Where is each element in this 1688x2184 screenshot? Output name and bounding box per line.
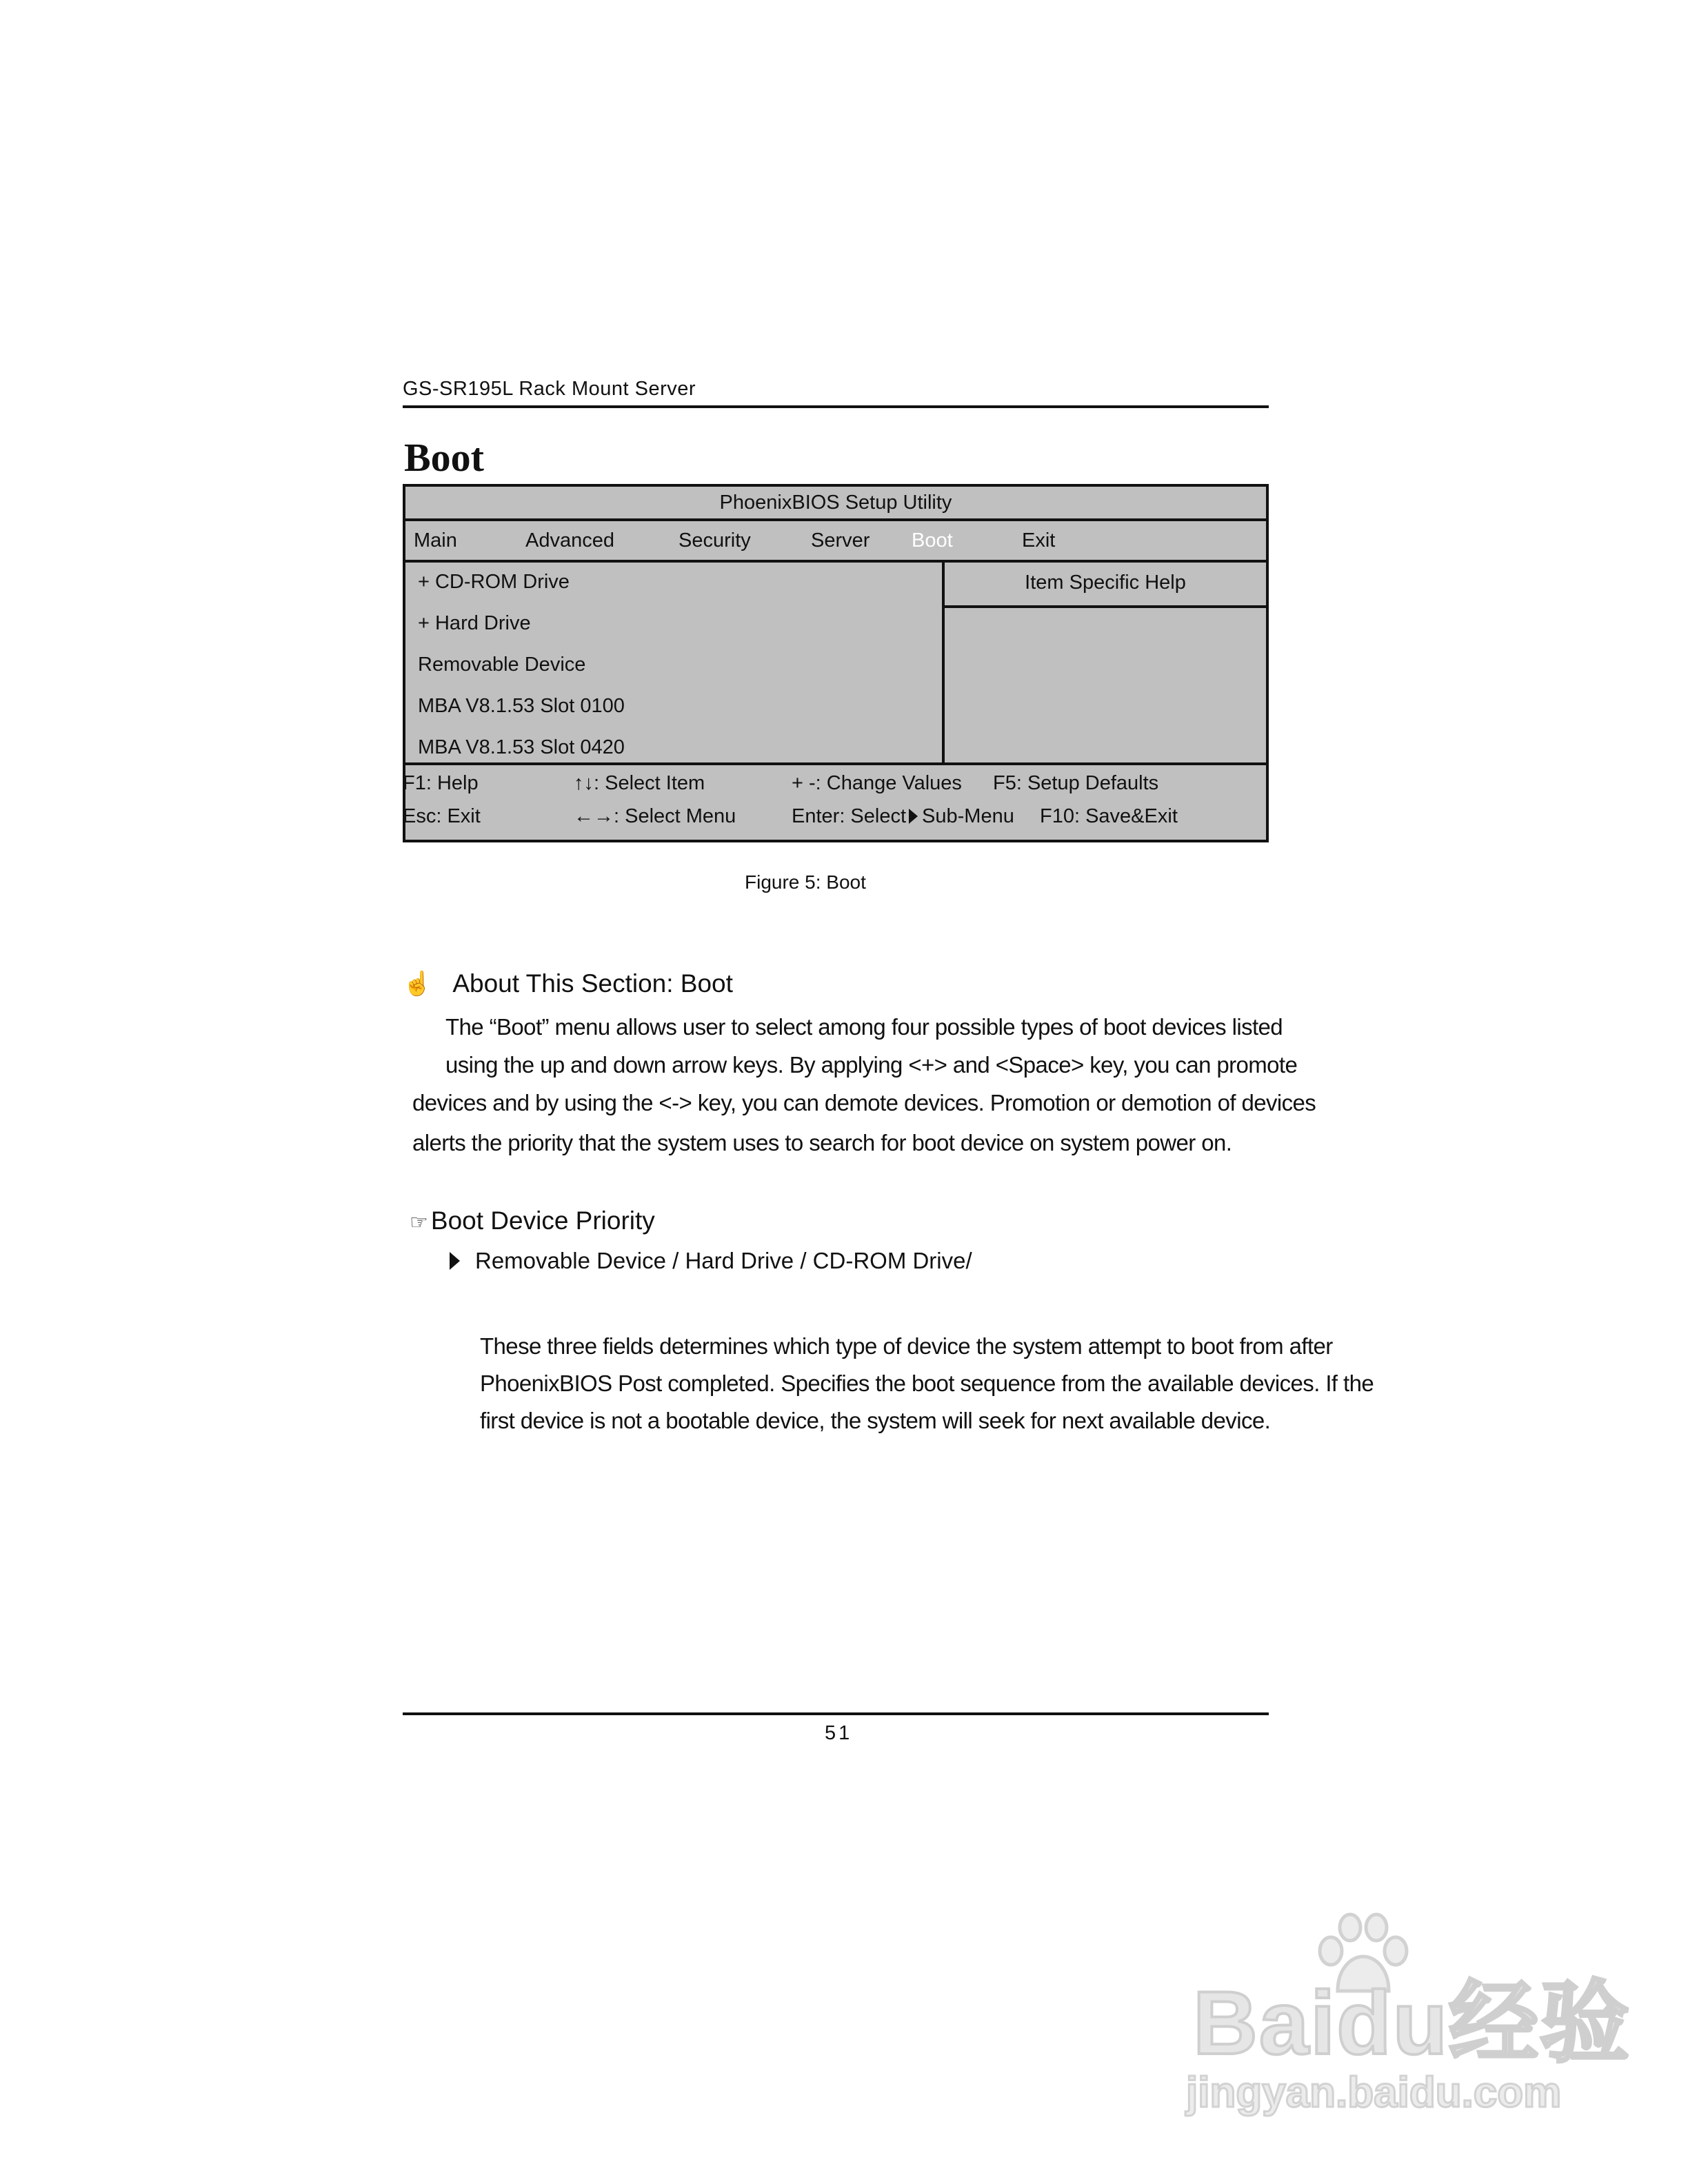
figure-caption: Figure 5: Boot <box>745 871 866 893</box>
about-line-4: alerts the priority that the system uses to search for boot device on system power on. <box>412 1130 1232 1155</box>
priority-line-2: PhoenixBIOS Post completed. Specifies the boot sequence from the available devices. If the <box>480 1371 1374 1396</box>
baidu-watermark <box>1172 1910 1631 2137</box>
menu-boot[interactable]: Boot <box>912 529 953 552</box>
key-select-menu: ←→: Select Menu <box>574 805 736 827</box>
boot-item-hard-drive[interactable]: + Hard Drive <box>418 612 531 634</box>
priority-item <box>450 1248 972 1274</box>
bios-title: PhoenixBIOS Setup Utility <box>405 487 1266 521</box>
menu-main[interactable]: Main <box>414 529 457 552</box>
boot-item-mba-0100[interactable]: MBA V8.1.53 Slot 0100 <box>418 695 625 717</box>
priority-line-1: These three fields determines which type of device the system attempt to boot from after <box>480 1333 1333 1359</box>
menu-advanced[interactable]: Advanced <box>525 529 614 552</box>
about-line-1: The “Boot” menu allows user to select among four possible types of boot devices listed <box>445 1014 1283 1040</box>
bios-menubar <box>405 521 1266 563</box>
boot-item-mba-0420[interactable]: MBA V8.1.53 Slot 0420 <box>418 736 625 758</box>
key-f1-help: F1: Help <box>403 772 479 794</box>
about-line-3: devices and by using the <-> key, you can demote devices. Promotion or demotion of devices <box>412 1090 1316 1115</box>
boot-item-removable[interactable]: Removable Device <box>418 654 586 676</box>
boot-item-cdrom[interactable]: + CD-ROM Drive <box>418 571 570 593</box>
menu-security[interactable]: Security <box>679 529 751 552</box>
item-specific-help-title: Item Specific Help <box>945 563 1266 608</box>
key-enter-select <box>792 805 1014 828</box>
key-f5-defaults: F5: Setup Defaults <box>993 772 1159 794</box>
key-esc-exit: Esc: Exit <box>403 805 481 827</box>
pointing-hand-icon: ☝ <box>403 971 432 997</box>
footer-rule <box>403 1712 1269 1715</box>
bios-screen <box>403 484 1269 842</box>
menu-server[interactable]: Server <box>811 529 870 552</box>
watermark-url: jingyan.baidu.com <box>1186 2069 1562 2116</box>
key-change-values: + -: Change Values <box>792 772 962 794</box>
header-rule <box>403 405 1269 408</box>
pointing-finger-icon: ☞ <box>410 1211 428 1234</box>
priority-heading <box>410 1206 655 1235</box>
page-number: 51 <box>825 1722 853 1744</box>
section-title: Boot <box>404 435 484 480</box>
triangle-right-icon <box>450 1252 460 1270</box>
running-header: GS-SR195L Rack Mount Server <box>403 378 696 400</box>
triangle-right-icon <box>909 809 918 824</box>
key-select-item: ↑↓: Select Item <box>574 772 705 794</box>
watermark-logo: Baidu经验 <box>1193 1972 1631 2073</box>
priority-line-3: first device is not a bootable device, the system will seek for next available device. <box>480 1408 1271 1433</box>
about-heading-text: About This Section: Boot <box>452 969 733 998</box>
about-line-2: using the up and down arrow keys. By applying <+> and <Space> key, you can promote <box>445 1052 1298 1078</box>
priority-heading-text: Boot Device Priority <box>430 1206 655 1235</box>
menu-exit[interactable]: Exit <box>1022 529 1056 552</box>
key-f10-save-exit: F10: Save&Exit <box>1040 805 1178 827</box>
key-enter-label: Enter: Select <box>792 805 907 827</box>
boot-device-list <box>405 563 945 762</box>
priority-item-text: Removable Device / Hard Drive / CD-ROM Drive/ <box>475 1248 972 1273</box>
about-heading <box>403 969 733 998</box>
bios-key-legend <box>405 762 1266 840</box>
key-sub-menu-label: Sub-Menu <box>922 805 1014 827</box>
